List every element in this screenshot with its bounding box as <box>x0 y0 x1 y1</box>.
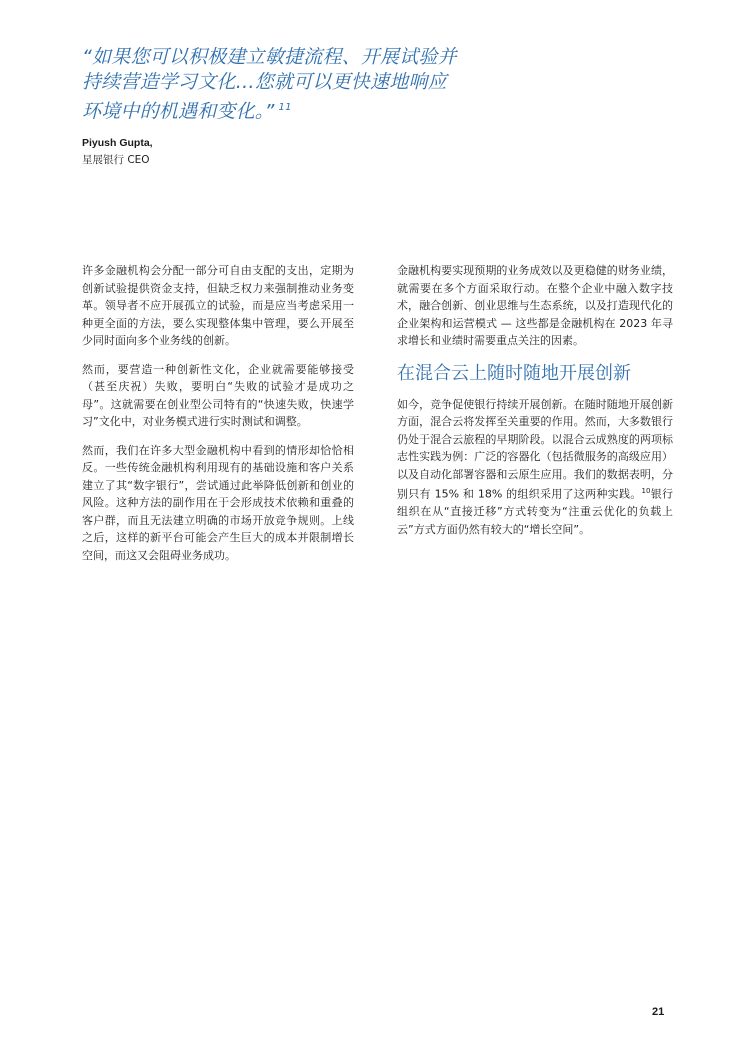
pull-quote-footnote: 11 <box>278 102 292 113</box>
pull-quote-text: “如果您可以积极建立敏捷流程、开展试验并持续营造学习文化…您就可以更快速地响应环境中的机遇和变化。” <box>82 46 457 123</box>
body-text: 如今，竞争促使银行持续开展创新。在随时随地开展创新方面，混合云将发挥至关重要的作用。然而，大多数银行仍处于混合云旅程的早期阶段。以混合云成熟度的两项标志性实践为例：广泛的容器化（包括微服务的高级应用）以及自动化部署容器和云原生应用。我们的数据表明，分别只有 15% 和 18% 的组织采用了这两种实践。 <box>397 397 673 501</box>
right-column <box>397 262 673 549</box>
paragraph: 许多金融机构会分配一部分可自由支配的支出，定期为创新试验提供资金支持，但缺乏权力来强制推动业务变革。领导者不应开展孤立的试验，而是应当考虑采用一种更全面的方法，要么实现整体集中管理，要么开展至少同时面向多个业务线的创新。 <box>82 264 354 347</box>
footnote-ref: 10 <box>641 487 651 495</box>
section-heading: 在混合云上随时随地开展创新 <box>397 362 631 384</box>
pull-quote <box>82 45 462 124</box>
author-name: Piyush Gupta, <box>82 137 153 149</box>
paragraph <box>397 396 673 539</box>
paragraph: 然而，我们在许多大型金融机构中看到的情形却恰恰相反。一些传统金融机构利用现有的基础设施和客户关系建立了其“数字银行”，尝试通过此举降低创新和创业的风险。这种方法的副作用在于会形成技术依赖和重叠的客户群，而且无法建立明确的市场开放竞争规则。上线之后，这样的新平台可能会产生巨大的成本并限制增长空间，而这又会阻碍业务成功。 <box>82 443 354 562</box>
left-column <box>82 262 354 575</box>
quote-attribution <box>82 135 153 169</box>
page-number: 21 <box>652 1006 665 1018</box>
body-text: 银行组织在从“直接迁移”方式转变为“注重云优化的负载上云”方式方面仍然有较大的“增长空间”。 <box>397 487 673 536</box>
author-title: 星展银行 CEO <box>82 154 150 166</box>
paragraph: 金融机构要实现预期的业务成效以及更稳健的财务业绩，就需要在多个方面采取行动。在整个企业中融入数字技术，融合创新、创业思维与生态系统，以及打造现代化的企业架构和运营模式 — 这些都是金融机构在 2023 年寻求增长和业绩时需要重点关注的因素。 <box>397 264 673 347</box>
paragraph: 然而，要营造一种创新性文化，企业就需要能够接受（甚至庆祝）失败，要明白“失败的试验才是成功之母”。这就需要在创业型公司特有的“快速失败，快速学习”文化中，对业务模式进行实时测试和调整。 <box>82 362 354 428</box>
